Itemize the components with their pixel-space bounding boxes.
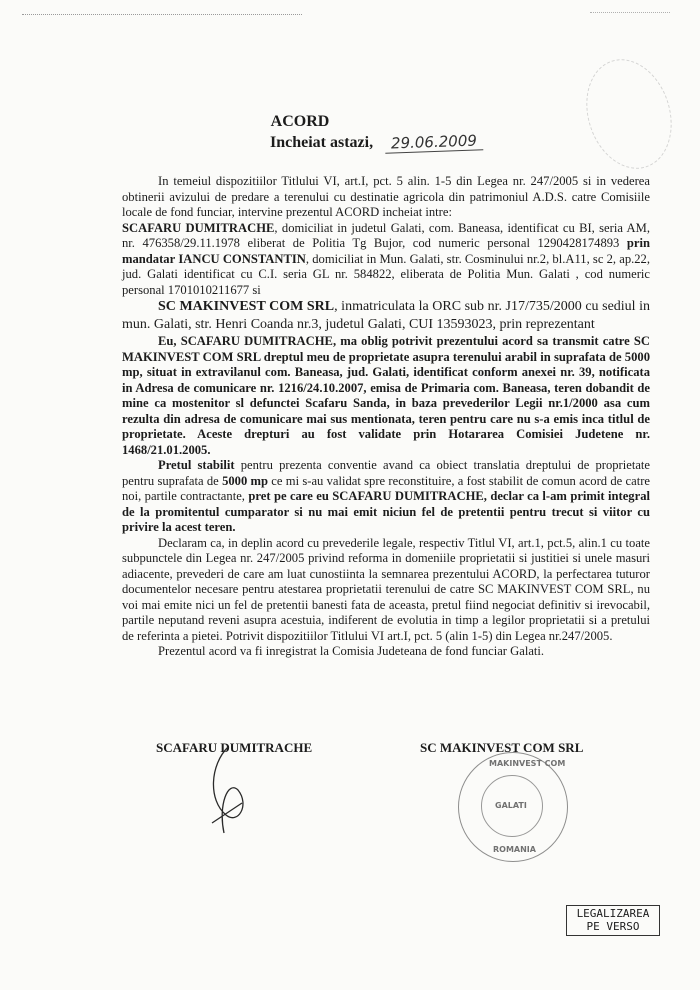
stamp-text-top: MAKINVEST COM xyxy=(489,759,566,768)
legalizare-box xyxy=(566,905,660,936)
company-stamp xyxy=(458,752,568,862)
handwritten-signature xyxy=(198,745,258,845)
handwritten-date: 29.06.2009 xyxy=(385,131,483,153)
company-name: SC MAKINVEST COM SRL xyxy=(158,299,335,314)
concluded-label: Incheiat astazi, xyxy=(270,134,374,151)
paragraph-price: Pretul stabilit pentru prezenta conventie avand ca obiect translatia dreptului de proprietate pentru suprafata de 5000 mp ce mi s-au validat spre reconstituire, a fost stabilit de comun acord de catre noi, partile contractante, pret pe care eu SCAFARU DUMITRACHE, declar ca l-am primit integral de la promitentul cumparator si nu mai emit niciun fel de pretentii pentru trecut si viitor cu privire la acest teren. xyxy=(122,458,650,534)
paragraph-party-one: SCAFARU DUMITRACHE, domiciliat in judetul Galati, com. Baneasa, identificat cu BI, seria AM, nr. 476358/29.11.1978 eliberat de Politia Tg Bujor, cod numeric personal 1290428174893 prin mandatar IANCU CONSTANTIN, domiciliat in Mun. Galati, str. Cosminului nr.2, bl.A11, sc 2, ap.22, jud. Galati identificat cu C.I. seria GL nr. 584822, eliberata de Politia Mun. Galati , cod numeric personal 1701010211677 si xyxy=(122,220,651,297)
paragraph-party-two: SC MAKINVEST COM SRL, inmatriculata la ORC sub nr. J17/735/2000 cu sediul in mun. Galati, str. Henri Coanda nr.3, judetul Galati, CUI 13593023, prin reprezentant xyxy=(122,299,651,332)
concluded-line xyxy=(270,133,483,152)
stamp-text-center: GALATI xyxy=(495,801,527,810)
paragraph-obligation: Eu, SCAFARU DUMITRACHE, ma oblig potrivit prezentului acord sa transmit catre SC MAKINVEST COM SRL dreptul meu de proprietate asupra terenului arabil in suprafata de 5000 mp, situat in extravilanul com. Baneasa, jud. Galati, identificat conform anexei nr. 39, notificata in Adresa de comunicare nr. 1216/24.10.2007, emisa de Primaria com. Baneasa, teren dobandit de mine ca mostenitor sl defunctei Scafaru Sanda, in baza prevederilor Legii nr.1/2000 asa cum rezulta din adresa de comunicare mai sus mentionata, teren pentru care nu s-a emis inca titlul de proprietate. Aceste drepturi au fost validate prin Hotararea Comisiei Judetene nr. 1468/21.01.2005. xyxy=(122,334,650,457)
legalizare-line-1: LEGALIZAREA xyxy=(576,907,650,920)
paragraph-legal-basis: In temeiul dispozitiilor Titlului VI, art.I, pct. 5 alin. 1-5 din Legea nr. 247/2005 si in vederea obtinerii avizului de predare a terenului cu destinatie agricola din patrimoniul A.D.S. catre Comisiile locale de fond funciar, intervine prezentul ACORD incheiat intre: xyxy=(122,174,650,219)
top-right-dotted-line xyxy=(590,12,670,13)
mandate-label: prin mandatar xyxy=(122,236,650,266)
document-title: ACORD xyxy=(270,113,330,130)
signature-label-seller: SCAFARU DUMITRACHE xyxy=(156,740,313,755)
top-dotted-line xyxy=(22,14,302,15)
legalizare-line-2: PE VERSO xyxy=(586,920,640,933)
mandatar-name: IANCU CONSTANTIN xyxy=(178,251,306,266)
party-one-name: SCAFARU DUMITRACHE xyxy=(122,220,275,235)
signature-label-buyer: SC MAKINVEST COM SRL xyxy=(420,740,584,755)
stamp-text-bottom: ROMANIA xyxy=(493,845,536,854)
paragraph-declaration: Declaram ca, in deplin acord cu prevederile legale, respectiv Titlul VI, art.1, pct.5, alin.1 cu toate subpunctele din Legea nr. 247/2005 privind reforma in domeniile proprietatii si justitiei si unele masuri adiacente, prevederi de care am luat cunostiinta la semnarea prezentului ACORD, la perfectarea tuturor documentelor necesare pentru atestarea proprietatii terenului de catre SC MAKINVEST COM SRL, nu voi mai emite nici un fel de pretentii banesti fata de aceasta, pretul fiind negociat definitiv si irevocabil, partile neputand reveni asupra acestuia, indiferent de evolutia in timp a legilor proprietatii si a pretului de referinta a pietei. Potrivit dispozitiilor Titlului VI art.I, pct. 5 (alin 1-5) din Legea nr.247/2005. xyxy=(122,535,650,643)
document-body xyxy=(122,174,650,660)
paragraph-registration: Prezentul acord va fi inregistrat la Comisia Judeteana de fond funciar Galati. xyxy=(158,644,545,658)
